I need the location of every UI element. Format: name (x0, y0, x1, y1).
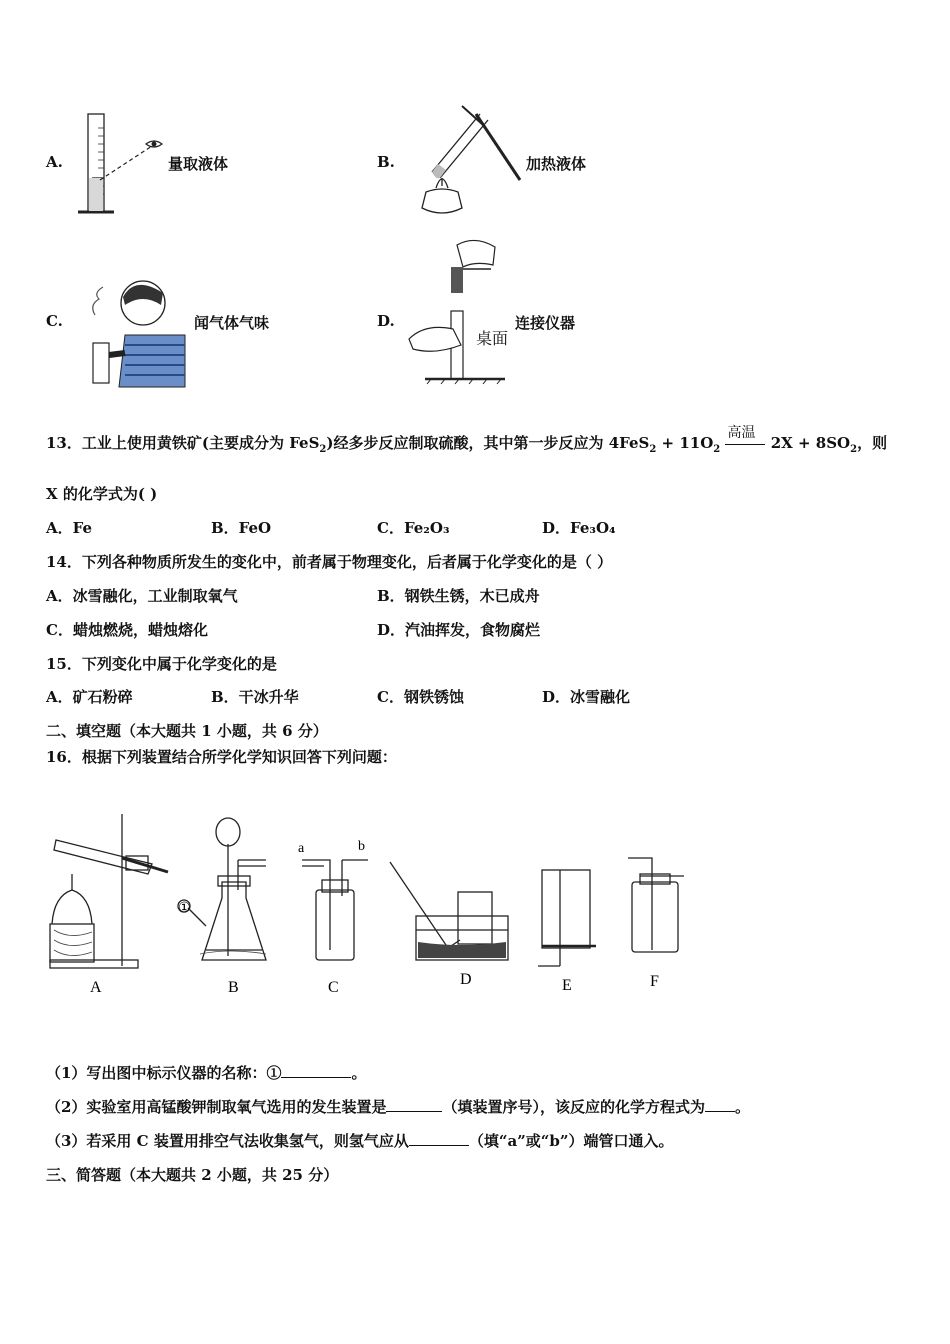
q13-option-b: B．FeO (211, 519, 272, 537)
connecting-apparatus-image (405, 235, 515, 385)
apparatus-figure (40, 800, 700, 1005)
q13-stem: 13．工业上使用黄铁矿(主要成分为 FeS$_2$)经多步反应制取硫酸，其中第一步反应为 $4FeS_2 + 11O_2$ 高温 $2X + 8SO_2$，则 (46, 424, 888, 455)
q13-stem-line2: X 的化学式为( ) (46, 485, 158, 503)
option-a-letter: A. (46, 153, 63, 171)
blank-2[interactable] (386, 1097, 442, 1112)
q15-option-a: A．矿石粉碎 (46, 688, 133, 706)
option-d-letter: D. (377, 312, 395, 330)
option-c-letter: C. (46, 312, 63, 330)
label-d: D (460, 971, 472, 988)
q15-option-d: D．冰雪融化 (542, 688, 631, 706)
option-b-text: 加热液体 (526, 155, 587, 173)
label-f: F (650, 973, 659, 990)
q16-sub1: （1）写出图中标示仪器的名称：① 。 (46, 1064, 367, 1082)
label-e: E (562, 977, 572, 994)
q15-option-c: C．钢铁锈蚀 (377, 688, 464, 706)
q16-stem: 16．根据下列装置结合所学化学知识回答下列问题： (46, 748, 397, 766)
option-b-letter: B. (377, 153, 395, 171)
option-c-text: 闻气体气味 (194, 314, 270, 332)
q14-option-c: C．蜡烛燃烧，蜡烛熔化 (46, 621, 208, 639)
q14-stem: 14．下列各种物质所发生的变化中，前者属于物理变化，后者属于化学变化的是（ ） (46, 553, 613, 571)
q13-option-c: C．Fe₂O₃ (377, 519, 450, 537)
blank-1[interactable] (281, 1063, 351, 1078)
port-a-label: a (298, 841, 305, 856)
label-c: C (328, 979, 339, 996)
desk-label: 桌面 (476, 326, 508, 349)
q14-option-a: A．冰雪融化，工业制取氧气 (46, 587, 238, 605)
smelling-gas-image (85, 275, 193, 390)
q14-option-b: B．钢铁生锈，木已成舟 (377, 587, 540, 605)
q15-option-b: B．干冰升华 (211, 688, 299, 706)
label-a: A (90, 979, 102, 996)
q13-option-d: D．Fe₃O₄ (542, 519, 616, 537)
section-3-heading: 三、简答题（本大题共 2 小题，共 25 分） (46, 1166, 339, 1184)
q16-sub3: （3）若采用 C 装置用排空气法收集氢气，则氢气应从 （填“a”或“b”）端管口通入。 (46, 1132, 674, 1150)
heating-liquid-image (402, 100, 527, 220)
blank-4[interactable] (409, 1131, 469, 1146)
q15-stem: 15．下列变化中属于化学变化的是 (46, 655, 277, 673)
graduated-cylinder-image (70, 108, 170, 220)
port-b-label: b (358, 839, 365, 854)
option-a-text: 量取液体 (168, 155, 229, 173)
section-2-heading: 二、填空题（本大题共 1 小题，共 6 分） (46, 722, 328, 740)
q13-option-a: A．Fe (46, 519, 93, 537)
marker-1: ① (178, 901, 191, 916)
q14-option-d: D．汽油挥发，食物腐烂 (377, 621, 541, 639)
q16-sub2: （2）实验室用高锰酸钾制取氧气选用的发生装置是 （填装置序号），该反应的化学方程式为 。 (46, 1098, 750, 1116)
blank-3[interactable] (705, 1097, 735, 1112)
option-d-text: 连接仪器 (515, 314, 576, 332)
label-b: B (228, 979, 239, 996)
reaction-arrow: 高温 (725, 444, 765, 445)
